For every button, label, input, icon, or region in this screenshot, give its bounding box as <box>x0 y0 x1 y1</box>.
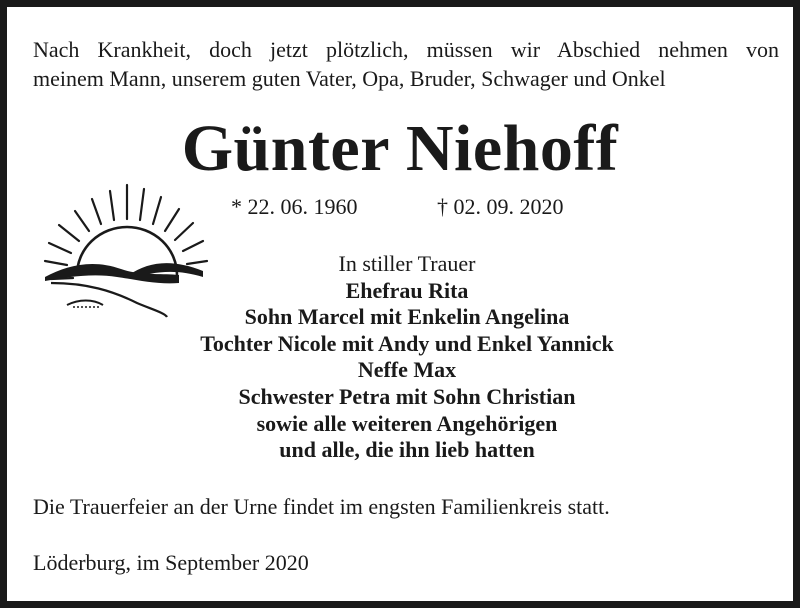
mourners-list <box>157 251 657 464</box>
mourner-line: Schwester Petra mit Sohn Christian <box>238 383 576 409</box>
mourner-line: Ehefrau Rita <box>345 277 469 303</box>
deceased-name: Günter Niehoff <box>181 112 619 185</box>
place-and-date: Löderburg, im September 2020 <box>33 550 309 575</box>
mourner-line: sowie alle weiteren Angehörigen <box>256 410 558 436</box>
intro-line-2: meinem Mann, unserem guten Vater, Opa, Bruder, Schwager und Onkel <box>33 66 666 91</box>
mourners-heading: In stiller Trauer <box>338 251 476 276</box>
ceremony-note: Die Trauerfeier an der Urne findet im engsten Familienkreis statt. <box>33 494 610 519</box>
mourner-line: Tochter Nicole mit Andy und Enkel Yannick <box>200 330 614 356</box>
birth-date: * 22. 06. 1960 <box>231 194 358 219</box>
mourner-line: und alle, die ihn lieb hatten <box>279 437 535 463</box>
mourner-line: Sohn Marcel mit Enkelin Angelina <box>244 304 570 330</box>
death-date: † 02. 09. 2020 <box>437 194 564 219</box>
intro-line-1: Nach Krankheit, doch jetzt plötzlich, müssen wir Abschied nehmen von <box>33 37 779 62</box>
intro-text <box>33 35 779 93</box>
mourner-line: Neffe Max <box>357 357 457 383</box>
